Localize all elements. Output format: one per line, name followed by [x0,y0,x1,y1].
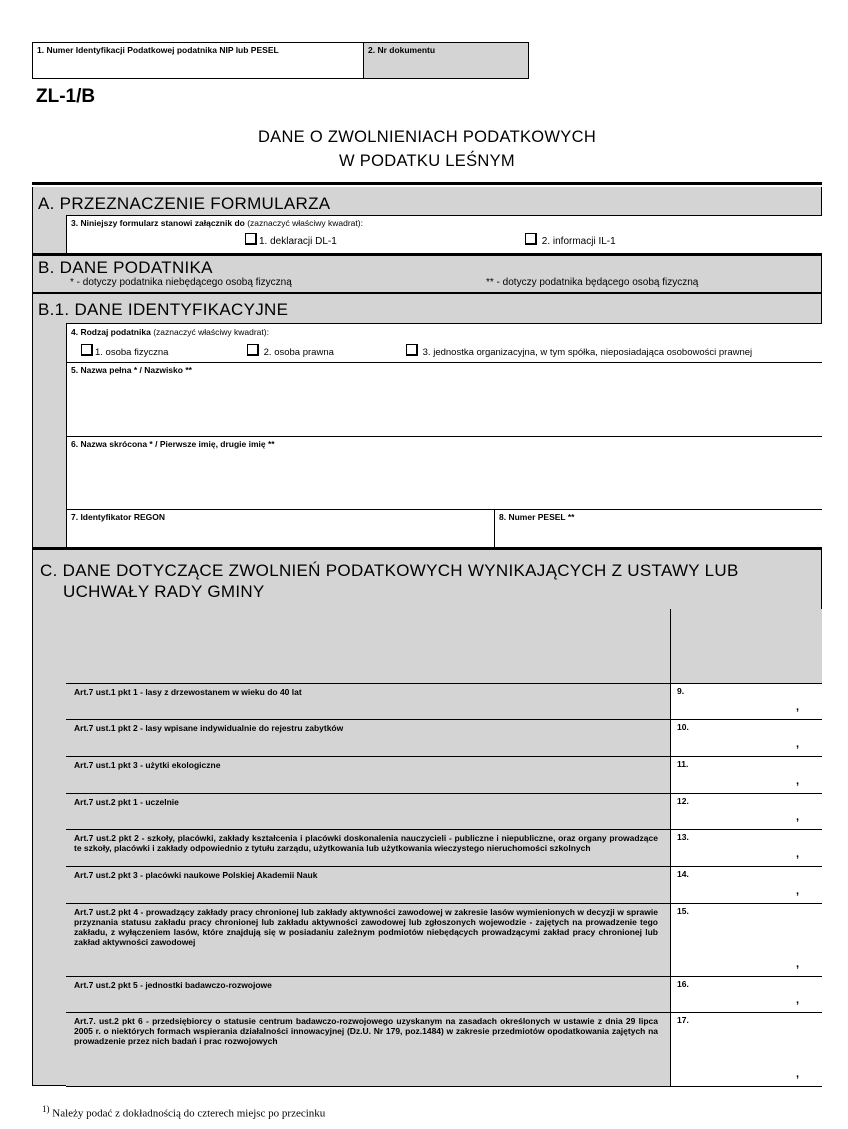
full-name-field[interactable] [66,362,822,436]
footnote-mark: 1) [42,1104,50,1114]
row-number: 13. [677,832,689,842]
document-number-field[interactable] [363,42,529,79]
checkbox-organizational-unit[interactable] [406,344,418,356]
option-information-il1[interactable] [525,233,616,247]
decimal-comma: , [796,848,800,860]
attachment-type-label: 3. Niniejszy formularz stanowi załącznik do [71,218,245,228]
row-number: 15. [677,906,689,916]
section-b-title: B. DANE PODATNIKA [38,258,213,277]
section-a-title: A. PRZEZNACZENIE FORMULARZA [38,194,331,213]
document-number-label: 2. Nr dokumentu [368,45,436,55]
checkbox-natural-person[interactable] [81,344,93,356]
page-title-line2: W PODATKU LEŚNYM [339,152,515,170]
pesel-label: 8. Numer PESEL ** [499,512,575,522]
area-input[interactable] [671,720,822,756]
decimal-comma: , [796,994,800,1006]
exemption-title: Art.7 ust.2 pkt 2 - szkoły, placówki, zakłady kształcenia i placówki doskonalenia nauczycieli - publiczne i niepubliczne, oraz organy prowadzące te szkoły, placówki i zakłady odpowiednio z tytułu zarządu, użytkowania lub użytkowania wieczystego nieruchomości szkolnych [74,833,658,853]
area-input[interactable] [671,977,822,1012]
option-organizational-unit[interactable] [406,344,752,358]
decimal-comma: , [796,885,800,897]
area-input[interactable] [671,867,822,903]
area-input[interactable] [671,757,822,793]
exemption-title: Art.7 ust.2 pkt 3 - placówki naukowe Polskiej Akademii Nauk [74,870,318,880]
exemption-title: Art.7 ust.1 pkt 3 - użytki ekologiczne [74,760,221,770]
exemption-title: Art.7. ust.2 pkt 6 - przedsiębiorcy o statusie centrum badawczo-rozwojowego uzyskanym na zasadach określonych w ustawie z dnia 29 lipca 2005 r. o niektórych formach wspierania działalności innowacyjnej (Dz.U. Nr 179, poz.1484) w zakresie przedmiotów opodatkowania zajętych na prowadzenie przez nich badań i prac rozwojowych [74,1016,658,1046]
page-title-line1: DANE O ZWOLNIENIACH PODATKOWYCH [257,128,597,146]
row-number: 14. [677,869,689,879]
decimal-comma: , [796,811,800,823]
section-c-title-line2: UCHWAŁY RADY GMINY [63,582,265,601]
section-b1-title: B.1. DANE IDENTYFIKACYJNE [38,300,289,319]
pesel-field[interactable] [494,509,822,547]
exemption-title: Art.7 ust.2 pkt 4 - prowadzący zakłady pracy chronionej lub zakłady aktywności zawodowej w zakresie lasów wymienionych w decyzji w sprawie przyznania statusu zakładu pracy chronionej lub zakładu aktywności zawodowej lub zgłoszonych wojewodzie - zajętych na prowadzenie tego zakładu, z wyłączeniem lasów, które znajdują się w posiadaniu zależnym podmiotów niebędących prowadzącymi zakład pracy chronionej lub zakład aktywności zawodowej [74,907,658,947]
decimal-comma: , [796,775,800,787]
section-b-note-physical: ** - dotyczy podatnika będącego osobą fizyczną [486,277,699,288]
decimal-comma: , [796,701,800,713]
option-declaration-dl1[interactable] [245,233,337,247]
section-b-note-nonphysical: * - dotyczy podatnika niebędącego osobą fizyczną [70,277,292,288]
taxpayer-type-field [66,323,822,362]
checkbox-il1[interactable] [525,233,537,245]
form-code: ZL-1/B [36,86,96,107]
row-number: 17. [677,1015,689,1025]
area-input[interactable] [671,830,822,866]
exemption-title: Art.7 ust.1 pkt 2 - lasy wpisane indywidualnie do rejestru zabytków [74,723,344,733]
row-number: 10. [677,722,689,732]
table-gray-header-block [66,609,822,683]
row-number: 11. [677,759,689,769]
option-organizational-unit-label: 3. jednostka organizacyjna, w tym spółka, nieposiadająca osobowości prawnej [422,347,753,358]
option-legal-person-label: 2. osoba prawna [263,347,334,358]
section-c-title-line1: C. DANE DOTYCZĄCE ZWOLNIEŃ PODATKOWYCH WYNIKAJĄCYCH Z USTAWY LUB [40,561,739,580]
footnote-text: Należy podać z dokładnością do czterech miejsc po przecinku [52,1107,326,1120]
nip-pesel-field[interactable] [32,42,364,79]
area-input[interactable] [671,794,822,829]
short-name-label: 6. Nazwa skrócona * / Pierwsze imię, drugie imię ** [71,439,275,449]
taxpayer-type-hint: (zaznaczyć właściwy kwadrat): [153,327,269,337]
footnote [42,1104,325,1120]
exemption-title: Art.7 ust.1 pkt 1 - lasy z drzewostanem w wieku do 40 lat [74,687,302,697]
exemption-title: Art.7 ust.2 pkt 5 - jednostki badawczo-rozwojowe [74,980,272,990]
regon-label: 7. Identyfikator REGON [71,512,165,522]
row-number: 16. [677,979,689,989]
decimal-comma: , [796,738,800,750]
option-declaration-dl1-label: 1. deklaracji DL-1 [259,236,337,247]
area-input[interactable] [671,904,822,976]
nip-pesel-label: 1. Numer Identyfikacji Podatkowej podatnika NIP lub PESEL [37,45,279,55]
option-natural-person-label: 1. osoba fizyczna [95,347,169,358]
decimal-comma: , [796,958,800,970]
row-number: 9. [677,686,685,696]
checkbox-legal-person[interactable] [247,344,259,356]
section-a-top-rule [32,182,822,185]
taxpayer-type-label: 4. Rodzaj podatnika [71,327,151,337]
area-input[interactable] [671,1013,822,1086]
option-legal-person[interactable] [247,344,334,358]
option-information-il1-label: 2. informacji IL-1 [541,236,616,247]
table-bottom-rule [66,1086,822,1087]
area-input[interactable] [671,684,822,719]
checkbox-dl1[interactable] [245,233,257,245]
short-name-field[interactable] [66,436,822,509]
decimal-comma: , [796,1068,800,1080]
col-divider [670,609,671,1086]
regon-field[interactable] [66,509,495,547]
option-natural-person[interactable] [81,344,168,358]
full-name-label: 5. Nazwa pełna * / Nazwisko ** [71,365,192,375]
exemption-title: Art.7 ust.2 pkt 1 - uczelnie [74,797,179,807]
attachment-type-hint: (zaznaczyć właściwy kwadrat): [247,218,363,228]
attachment-type-field [66,215,822,253]
row-number: 12. [677,796,689,806]
